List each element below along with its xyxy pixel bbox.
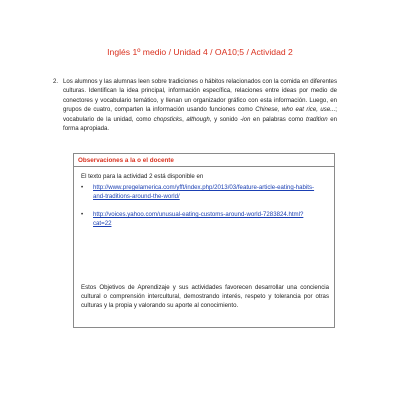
activity-text-vocab: ; vocabulario de la unidad, como (63, 106, 337, 123)
observations-closing: Estos Objetivos de Aprendizaje y sus actividades favorecen desarrollar una conciencia cultural o comprensión intercultural, demostrando interés, respeto y tolerancia por otras culturas y la propia y valorando su aporte al conocimiento. (81, 284, 329, 309)
observations-intro: El texto para la actividad 2 está disponible en (81, 173, 204, 180)
resource-link-1[interactable]: http://www.pregelamerica.com/yfft/index.php/2013/03/feature-article-eating-habits-and-traditions-around-the-world/ (93, 184, 315, 200)
activity-example-sound: -ion (240, 115, 251, 123)
list-item (81, 211, 321, 228)
activity-paragraph (53, 77, 338, 133)
bullet: • (81, 211, 84, 218)
activity-number: 2. (53, 78, 59, 85)
activity-text-in-words: en palabras como (250, 115, 306, 123)
resource-link-2[interactable]: http://voices.yahoo.com/unusual-eating-customs-around-world-7283824.html?cat=22 (93, 211, 304, 227)
list-item (81, 184, 321, 201)
activity-comma: , (182, 115, 187, 123)
teacher-observations-box (73, 153, 335, 328)
activity-example-vocab-2: although (186, 115, 210, 123)
activity-text-sound: , y sonido (209, 115, 241, 123)
activity-example-functions: Chinese, who eat rice, use... (255, 106, 336, 114)
observations-title: Observaciones a la o el docente (78, 157, 174, 164)
page-title: Inglés 1º medio / Unidad 4 / OA10;5 / Actividad 2 (107, 47, 293, 57)
activity-text-end: en forma apropiada. (63, 115, 338, 133)
activity-example-vocab-1: chopsticks (153, 115, 183, 123)
activity-text: Los alumnos y las alumnas leen sobre tradiciones o hábitos relacionados con la comida en diferentes culturas. Identifican la idea principal, información específica, relaciones entre ideas por medio de conectores y vocabulario temático, y llenan un organizador gráfico con esta información. Luego, en grupos de cuatro, comparten la información usando funciones como (63, 78, 337, 114)
observations-divider (74, 166, 334, 167)
activity-example-word: tradition (305, 115, 328, 123)
bullet: • (81, 184, 84, 191)
